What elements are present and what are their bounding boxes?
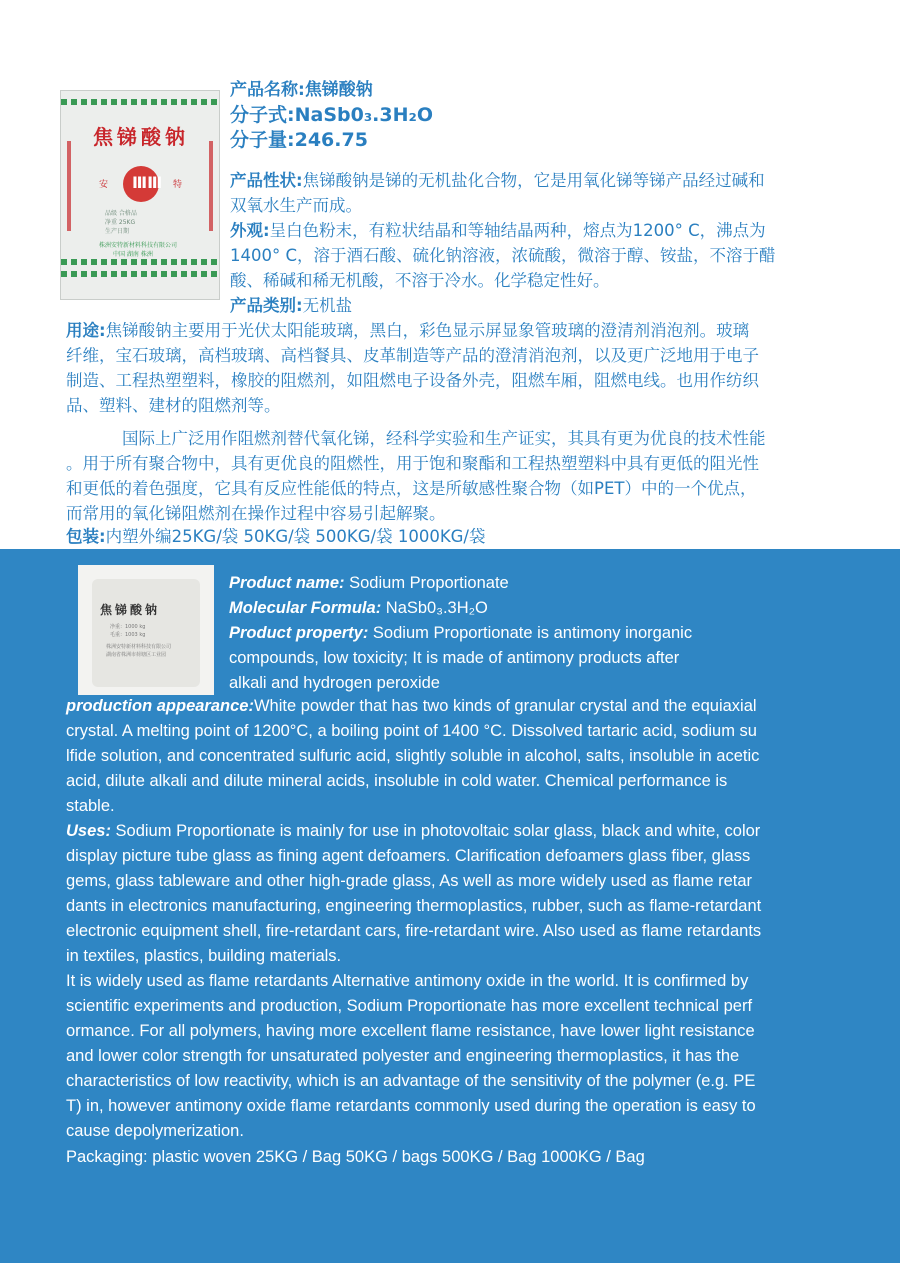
en-name-row: Product name: Sodium Proportionate: [229, 574, 509, 592]
cn-weight-row: 分子量:246.75: [230, 129, 368, 151]
cn-uses: 用途:焦锑酸钠主要用于光伏太阳能玻璃，黑白，彩色显示屏显象管玻璃的澄清剂消泡剂。玻璃: [66, 321, 750, 340]
en-uses: Uses: Sodium Proportionate is mainly for use in photovoltaic solar glass, black and white, color: [66, 822, 761, 840]
cn-appearance: 外观:呈白色粉末，有粒状结晶和等轴结晶两种，熔点为1200° C，沸点为: [230, 221, 766, 240]
cn-name-row: 产品名称:焦锑酸钠: [230, 80, 373, 100]
cn-package: 包装:内塑外编25KG/袋 50KG/袋 500KG/袋 1000KG/袋: [66, 527, 486, 546]
en-formula-row: Molecular Formula: NaSb0₃.3H₂O: [229, 599, 488, 617]
en-packaging: Packaging: plastic woven 25KG / Bag 50KG / bags 500KG / Bag 1000KG / Bag: [66, 1148, 645, 1166]
en-property: Product property: Sodium Proportionate is antimony inorganic: [229, 624, 693, 642]
bag-title: 焦锑酸钠: [93, 125, 189, 149]
product-bag-image: 焦锑酸钠 ⅢⅢ 安 特 品级 合格品 净重 25KG 生产日期 株洲安特新材料科技有限公司 中国 湖南 株洲: [60, 90, 220, 300]
jumbo-bag-image: 焦锑酸钠 净重：1000 kg 毛重：1003 kg 株洲安特新材料科技有限公司 湖南省株洲市荷塘区工业园: [78, 565, 214, 695]
cn-paragraph: 国际上广泛用作阻燃剂替代氧化锑，经科学实验和生产证实，其具有更为优良的技术性能: [122, 429, 766, 448]
jumbo-bag-title: 焦锑酸钠: [100, 603, 161, 617]
cn-category: 产品类别:无机盐: [230, 296, 353, 315]
en-appearance: production appearance:White powder that has two kinds of granular crystal and the equiaxial: [66, 697, 757, 715]
cn-property: 产品性状:焦锑酸钠是锑的无机盐化合物，它是用氧化锑等锑产品经过碱和: [230, 171, 765, 190]
en-paragraph: It is widely used as flame retardants Alternative antimony oxide in the world. It is confirmed by: [66, 972, 749, 990]
cn-formula-row: 分子式:NaSb0₃.3H₂O: [230, 104, 433, 126]
